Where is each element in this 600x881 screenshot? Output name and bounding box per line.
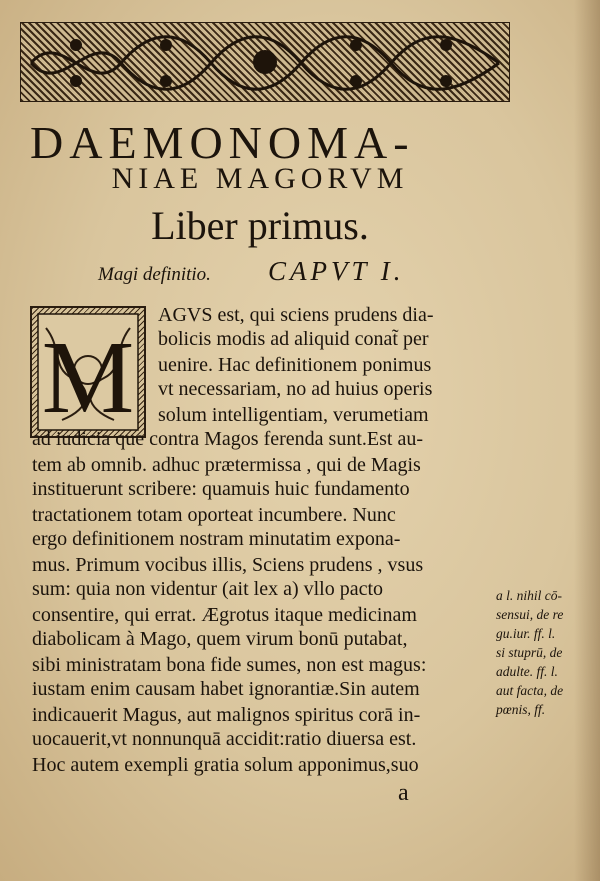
marginal-citation [496,586,596,719]
svg-text:M: M [41,320,135,435]
title-line-2: NIAE MAGORVM [111,162,409,195]
text-line: AGVS est, qui sciens prudens dia- [158,304,434,326]
title-line-1: DAEMONOMA- [30,117,415,168]
text-line: sibi ministratam bona fide sumes, non est magus: [32,654,427,676]
citation-line: gu.iur. ff. l. [496,626,556,641]
text-line: ad iudicia que contra Magos ferenda sunt.Est au- [32,428,423,450]
text-line: ergo definitionem nostram minutatim exponа- [32,528,401,550]
text-line: Hoc autem exempli gratia solum apponimus,suo [32,754,419,776]
text-line: mus. Primum vocibus illis, Sciens prudens , vsus [32,554,424,576]
text-line: instituerunt scribere: quamuis huic fundamento [32,478,410,500]
chapter-heading: CAPVT I. [268,256,405,286]
text-line: consentire, qui errat. Ægrotus itaque medicinam [32,604,417,626]
citation-line: aut facta, de [496,683,564,698]
citation-line: si stuprū, de [496,645,563,660]
text-line: tem ab omnib. adhuc prætermissa , qui de Magis [32,454,421,476]
text-line: diabolicam à Mago, quem virum bonū putabat, [32,628,408,650]
ornamental-headpiece [20,22,510,102]
page-edge-shadow [574,0,600,881]
text-line: uenire. Hac definitionem ponimus [158,354,432,376]
text-line: indicauerit Magus, aut malignos spiritus corā in- [32,704,421,726]
citation-line: adulte. ff. l. [496,664,558,679]
marginal-title: Magi definitio. [98,264,211,285]
text-line: bolicis modis ad aliquid conat̃ per [158,328,429,350]
text-line: iustam enim causam habet ignorantiæ.Sin autem [32,678,420,700]
text-line: vt necessariam, no ad huius operis [158,378,433,400]
text-line: tractationem totam oporteat incumbere. Nunc [32,504,396,526]
text-line: uocauerit,vt nonnunquā accidit:ratio diuersa est. [32,728,417,750]
text-line: sum: quia non videntur (ait lex a) vllo pacto [32,578,384,600]
title-line-3: Liber primus. [151,203,369,248]
ornamental-drop-cap [30,306,146,438]
citation-line: sensui, de re [496,607,564,622]
signature-mark: a [398,780,409,806]
citation-line: a l. nihil cō- [496,588,562,603]
citation-line: pœnis, ff. [496,702,546,717]
text-line: solum intelligentiam, verumetiam [158,404,429,426]
